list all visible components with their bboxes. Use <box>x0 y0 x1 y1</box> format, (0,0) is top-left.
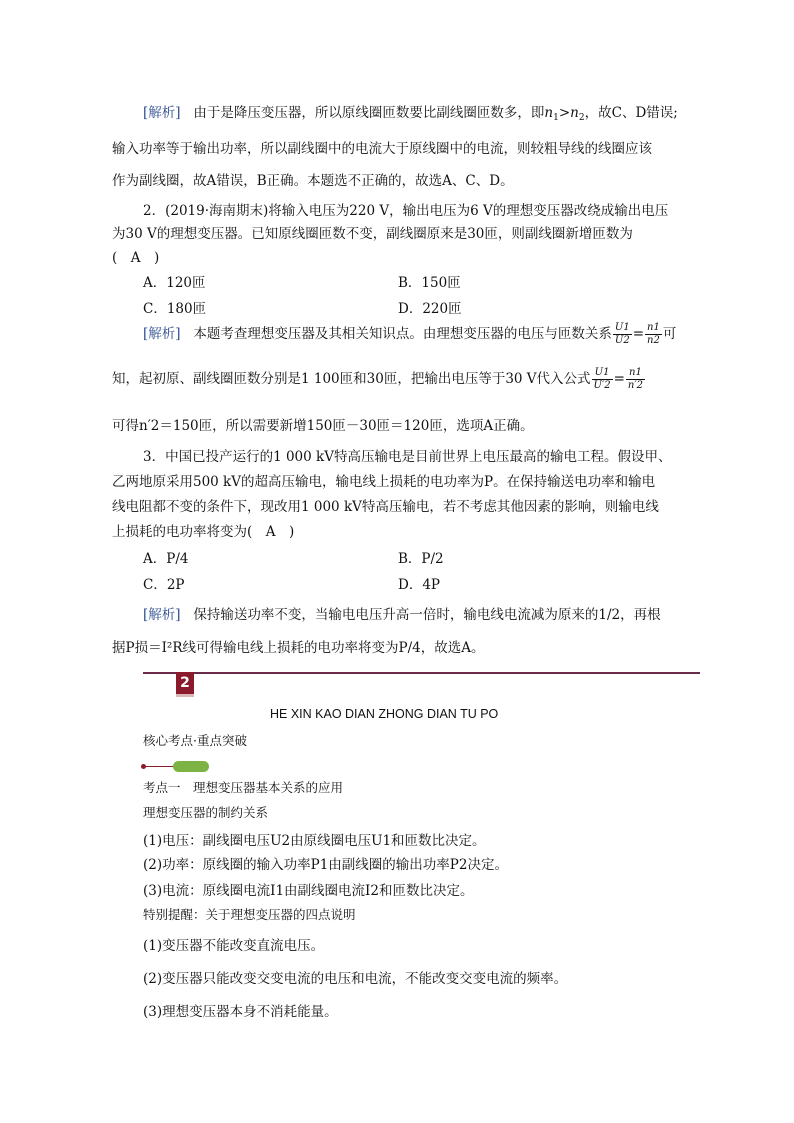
analysis2-line3: 可得n′2＝150匝，所以需要新增150匝－30匝＝120匝，选项A正确。 <box>112 418 534 434</box>
fraction-u1-u2: $\frac{U1}{U2}$ <box>614 322 630 346</box>
q2-option-c: C．180匝 <box>143 301 207 317</box>
section-title: 核心考点·重点突破 <box>143 733 247 748</box>
kaodian-subtitle: 理想变压器的制约关系 <box>143 805 269 820</box>
q3-option-a: A．P/4 <box>143 551 189 567</box>
analysis3-text: 保持输送功率不变，当输电电压升高一倍时，输电线电流减为原来的1/2，再根 <box>193 607 661 623</box>
relation-item-voltage: (1)电压：副线圈电压U2由原线圈电压U1和匝数比决定。 <box>143 833 486 849</box>
var-n2-sub: 2 <box>578 113 585 123</box>
gt-sign: > <box>558 105 571 121</box>
analysis1-text-a: 由于是降压变压器，所以原线圈匝数要比副线圈匝数多，即 <box>193 105 545 121</box>
kaodian-heading: 考点一 理想变压器基本关系的应用 <box>143 780 344 795</box>
tips-title: 特别提醒：关于理想变压器的四点说明 <box>143 907 356 922</box>
fraction-u1-u2prime: $\frac{U1}{U'2}$ <box>593 367 611 391</box>
section-divider <box>143 672 700 674</box>
relation-item-current: (3)电流：原线圈电流I1由副线圈电流I2和匝数比决定。 <box>143 883 474 899</box>
tip-item-3: (3)理想变压器本身不消耗能量。 <box>143 1004 338 1020</box>
badge-underline <box>176 694 194 697</box>
analysis2-line1 <box>143 322 676 347</box>
analysis-tag: [解析] <box>143 607 181 623</box>
equals-sign: = <box>632 326 645 342</box>
analysis1-line2: 输入功率等于输出功率，所以副线圈中的电流大于原线圈中的电流，则较粗导线的线圈应该 <box>112 141 652 157</box>
q3-option-c: C．2P <box>143 577 185 593</box>
var-n1-sub: 1 <box>553 113 559 123</box>
var-n2: n <box>570 105 579 121</box>
section-number-badge: 2 <box>176 672 194 694</box>
analysis1-text-b: ，故C、D错误; <box>584 105 678 121</box>
q2-line2: 为30 V的理想变压器。已知原线圈匝数不变，副线圈原来是30匝，则副线圈新增匝数为 <box>112 226 633 242</box>
analysis3-line2: 据P损＝I²R线可得输电线上损耗的电功率将变为P/4，故选A。 <box>112 640 485 656</box>
q3-option-d: D．4P <box>398 577 440 593</box>
analysis2-line2 <box>112 367 646 392</box>
q3-line3: 线电阻都不变的条件下，现改用1 000 kV特高压输电，若不考虑其他因素的影响，则输电线 <box>112 499 659 515</box>
fraction-n1-n2: $\frac{n1}{n2}$ <box>647 322 660 346</box>
q3-option-b: B．P/2 <box>398 551 444 567</box>
pill-line <box>143 766 173 767</box>
tip-item-1: (1)变压器不能改变直流电压。 <box>143 938 325 954</box>
q2-line1: 2．(2019·海南期末)将输入电压为220 V，输出电压为6 V的理想变压器改绕成输出电压 <box>143 203 669 219</box>
analysis1-line1 <box>143 101 678 123</box>
q2-option-b: B．150匝 <box>398 275 461 291</box>
analysis-tag: [解析] <box>143 105 181 121</box>
analysis-tag: [解析] <box>143 326 181 342</box>
analysis2-text-end: 可 <box>662 326 677 342</box>
q2-option-d: D．220匝 <box>398 301 462 317</box>
analysis2-text2: 知，起初原、副线圈匝数分别是1 100匝和30匝，把输出电压等于30 V代入公式 <box>112 371 591 387</box>
q3-line4: 上损耗的电功率将变为( A ) <box>112 524 295 540</box>
analysis3-line1 <box>143 603 661 623</box>
green-pill-icon <box>173 761 209 772</box>
q3-line1: 3．中国已投产运行的1 000 kV特高压输电是目前世界上电压最高的输电工程。假设甲、 <box>143 449 672 465</box>
equals-sign: = <box>613 371 625 387</box>
analysis2-text: 本题考查理想变压器及其相关知识点。由理想变压器的电压与匝数关系 <box>193 326 612 342</box>
tip-item-2: (2)变压器只能改变交变电流的电压和电流，不能改变交变电流的频率。 <box>143 971 568 987</box>
q2-answer: ( A ) <box>112 250 160 266</box>
relation-item-power: (2)功率：原线圈的输入功率P1由副线圈的输出功率P2决定。 <box>143 857 508 873</box>
section-pinyin: HE XIN KAO DIAN ZHONG DIAN TU PO <box>270 707 499 721</box>
fraction-n1-n2prime: $\frac{n1}{n'2}$ <box>627 367 643 391</box>
var-n1: n <box>544 105 554 121</box>
q3-line2: 乙两地原采用500 kV的超高压输电，输电线上损耗的电功率为P。在保持输送电功率和输电 <box>112 474 656 490</box>
analysis1-line3: 作为副线圈，故A错误，B正确。本题选不正确的，故选A、C、D。 <box>112 173 514 189</box>
q2-option-a: A．120匝 <box>143 275 206 291</box>
